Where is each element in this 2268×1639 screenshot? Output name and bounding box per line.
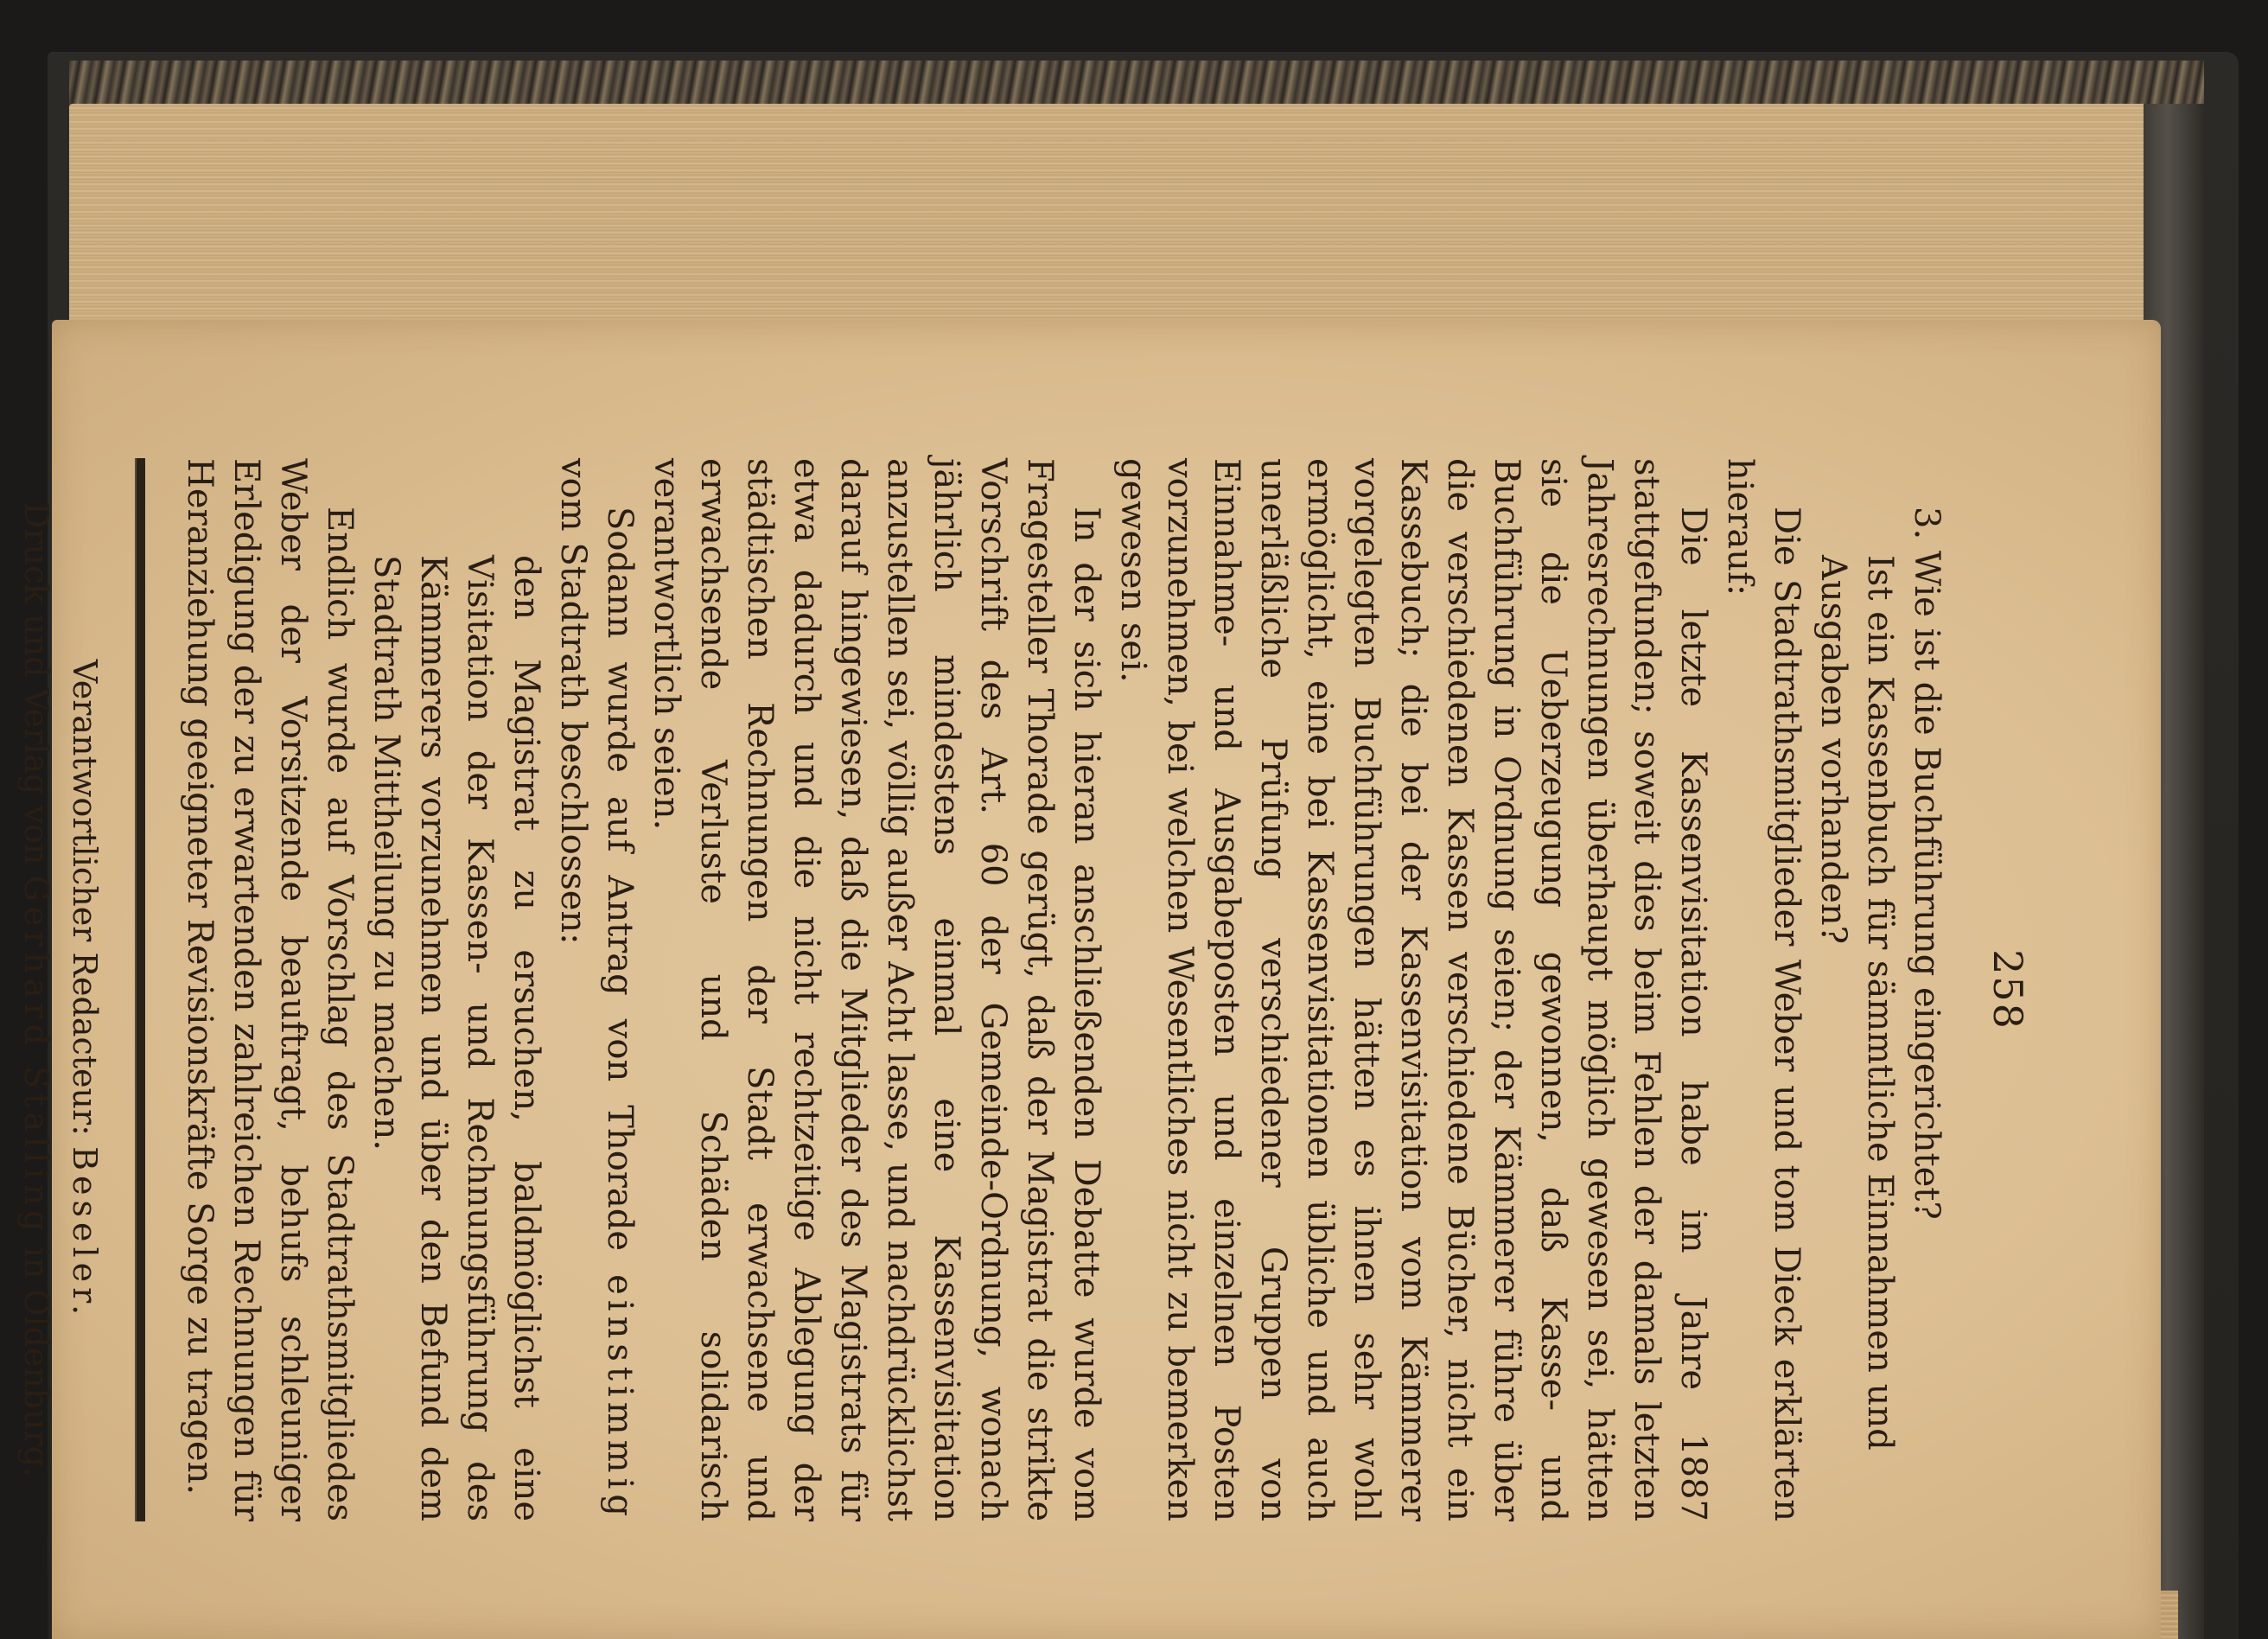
printer-name: Gerhard Stalling <box>17 875 55 1237</box>
question-block <box>1810 458 1950 1521</box>
book-page <box>17 320 2161 1639</box>
page-body <box>12 458 2031 1521</box>
paragraph-2: In der sich hieran anschließenden Debatte wurde vom Fragesteller Thorade gerügt, daß der Magistrat die strikte Vorschrift des Art. 60 der Gemeinde-Ordnung, wonach jährlich mindestens einmal eine Kassenvisitation anzustellen sei, völlig außer Acht lasse, und nachdrücklichst darauf hingewiesen, daß die Mitglieder des Magistrats für etwa dadurch und die nicht rechtzeitige Ablegung der städtischen Rechnungen der Stadt erwachsene und erwachsende Verluste und Schäden solidarisch verantwortlich seien. <box>647 458 1106 1521</box>
intro-paragraph: Die Stadtrathsmitglieder Weber und tom Dieck erklärten hierauf: <box>1720 458 1806 1521</box>
page-number: 258 <box>1984 949 2031 1030</box>
editor-label: Verantwortlicher Redacteur: <box>66 659 104 1136</box>
paragraph-1: Die letzte Kassenvisitation habe im Jahre 1887 stattgefunden; soweit dies beim Fehlen der damals letzten Jahresrechnungen überhaupt möglich gewesen sei, hätten sie die Ueberzeugung gewonnen, daß Kasse- und Buchführung in Ordnung seien; der Kämmerer führe über die verschiedenen Kassen verschiedene Bücher, nicht ein Kassebuch; die bei der Kassenvisitation vom Kämmerer vorgelegten Buchführungen hätten es ihnen sehr wohl ermöglicht, eine bei Kassenvisitationen übliche und auch unerläßliche Prüfung verschiedener Gruppen von Einnahme- und Ausgabeposten und einzelnen Posten vorzunehmen, bei welchen Wesentliches nicht zu bemerken gewesen sei. <box>1113 458 1713 1521</box>
page-block-edges <box>69 104 2195 328</box>
printer-label: Druck und Verlag von <box>17 501 55 865</box>
paragraph-3-emphasis: einstimmig <box>600 1274 640 1522</box>
paragraph-3 <box>550 458 643 1521</box>
paragraph-3-tail: vom Stadtrath beschlossen: <box>553 458 593 945</box>
page-text-rotated <box>17 320 2161 1639</box>
paragraph-3-lead: Sodann wurde auf Antrag von Thorade <box>600 507 640 1252</box>
printer-place: in Oldenburg. <box>17 1247 55 1478</box>
footer-rule <box>135 458 145 1521</box>
editor-line <box>61 458 109 1521</box>
editor-name: Beseler. <box>66 1146 104 1321</box>
paragraph-4: Endlich wurde auf Vorschlag des Stadtrathsmitgliedes Weber der Vorsitzende beauftragt, behufs schleuniger Erledigung der zu erwartenden zahlreichen Rechnungen für Heranziehung geeigneter Revisionskräfte Sorge zu tragen. <box>180 458 360 1521</box>
question-line-1: 3. Wie ist die Buchführung eingerichtet? <box>1907 507 1946 1220</box>
question-line-3: Ausgaben vorhanden? <box>1813 555 1853 945</box>
printer-line <box>12 458 61 1521</box>
question-line-2: Ist ein Kassenbuch für sämmtliche Einnahmen und <box>1860 555 1900 1451</box>
resolution-paragraph: den Magistrat zu ersuchen, baldmöglichst eine Visitation der Kassen- und Rechnungsführung des Kämmerers vorzunehmen und über den Befund dem Stadtrath Mittheilung zu machen. <box>366 555 546 1521</box>
